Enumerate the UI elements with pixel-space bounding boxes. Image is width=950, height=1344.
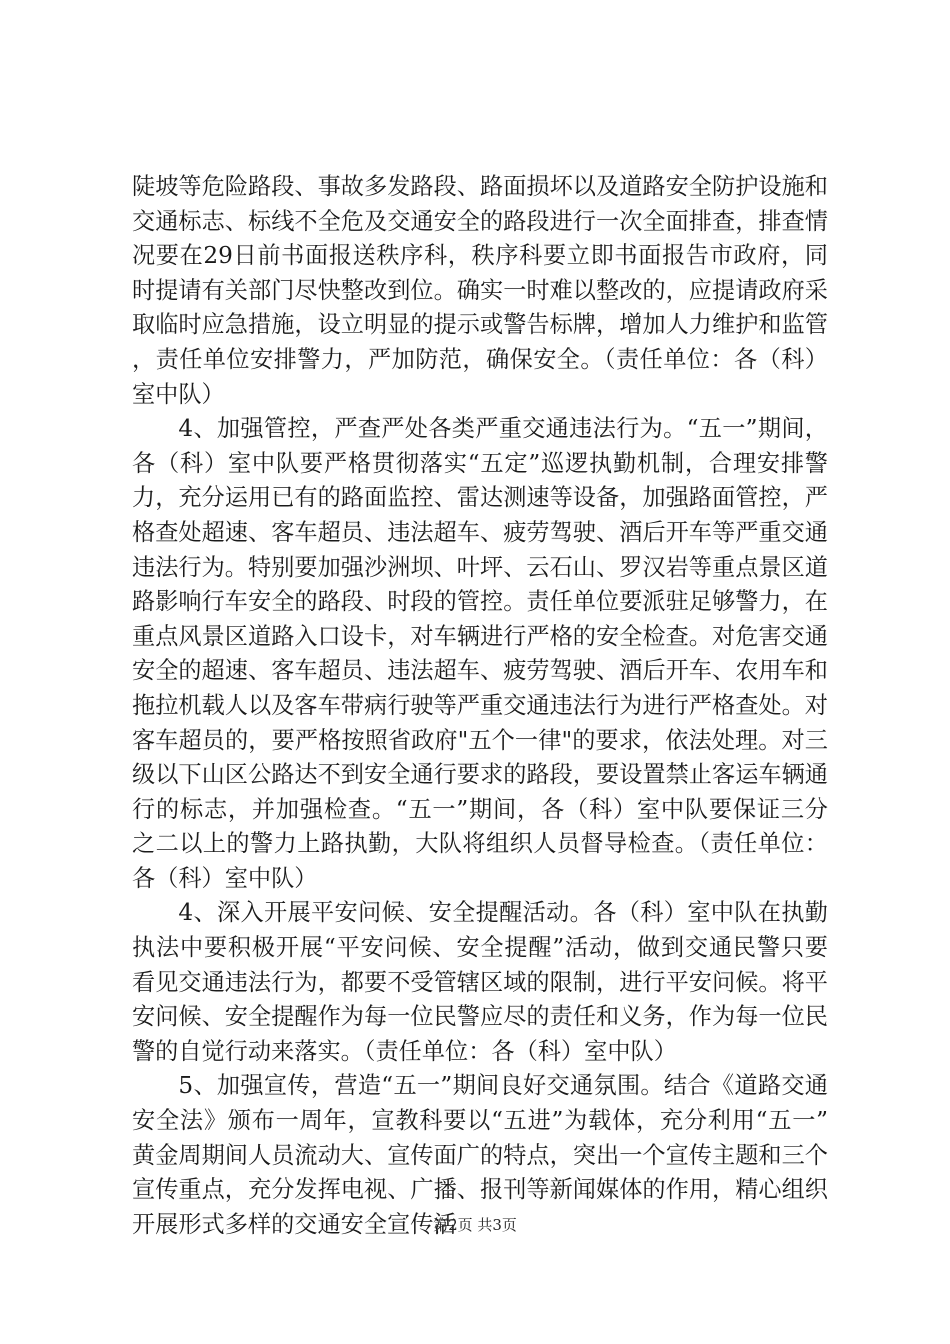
paragraph-item-5-publicity: 5、加强宣传，营造“五一”期间良好交通氛围。结合《道路交通安全法》颁布一周年，宣教科要以“五进”为载体，充分利用“五一”黄金周期间人员流动大、宣传面广的特点，突出一个宣传主题和三个宣传重点，充分发挥电视、广播、报刊等新闻媒体的作用，精心组织开展形式多样的交通安全宣传活 bbox=[132, 1072, 828, 1238]
paragraph-item-4-greeting: 4、深入开展平安问候、安全提醒活动。各（科）室中队在执勤执法中要积极开展“平安问候、安全提醒”活动，做到交通民警只要看见交通违法行为，都要不受管辖区域的限制，进行平安问候。将平安问候、安全提醒作为每一位民警应尽的责任和义务，作为每一位民警的自觉行动来落实。（责任单位：各（科）室中队） bbox=[132, 899, 828, 1065]
paragraph-continuation: 陡坡等危险路段、事故多发路段、路面损坏以及道路安全防护设施和交通标志、标线不全危及交通安全的路段进行一次全面排查，排查情况要在29日前书面报送秩序科，秩序科要立即书面报告市政府，同时提请有关部门尽快整改到位。确实一时难以整改的，应提请政府采取临时应急措施，设立明显的提示或警告标牌，增加人力维护和监管，责任单位安排警力，严加防范，确保安全。（责任单位：各（科）室中队） bbox=[132, 173, 828, 408]
document-body bbox=[132, 170, 828, 1242]
paragraph-item-4-enforcement: 4、加强管控，严查严处各类严重交通违法行为。“五一”期间，各（科）室中队要严格贯彻落实“五定”巡逻执勤机制，合理安排警力，充分运用已有的路面监控、雷达测速等设备，加强路面管控，严格查处超速、客车超员、违法超车、疲劳驾驶、酒后开车等严重交通违法行为。特别要加强沙洲坝、叶坪、云石山、罗汉岩等重点景区道路影响行车安全的路段、时段的管控。责任单位要派驻足够警力，在重点风景区道路入口设卡，对车辆进行严格的安全检查。对危害交通安全的超速、客车超员、违法超车、疲劳驾驶、酒后开车、农用车和拖拉机载人以及客车带病行驶等严重交通违法行为进行严格查处。对客车超员的，要严格按照省政府"五个一律"的要求，依法处理。对三级以下山区公路达不到安全通行要求的路段，要设置禁止客运车辆通行的标志，并加强检查。“五一”期间，各（科）室中队要保证三分之二以上的警力上路执勤，大队将组织人员督导检查。（责任单位：各（科）室中队） bbox=[132, 415, 828, 892]
page-number-footer: 第2页 共3页 bbox=[433, 1216, 517, 1234]
